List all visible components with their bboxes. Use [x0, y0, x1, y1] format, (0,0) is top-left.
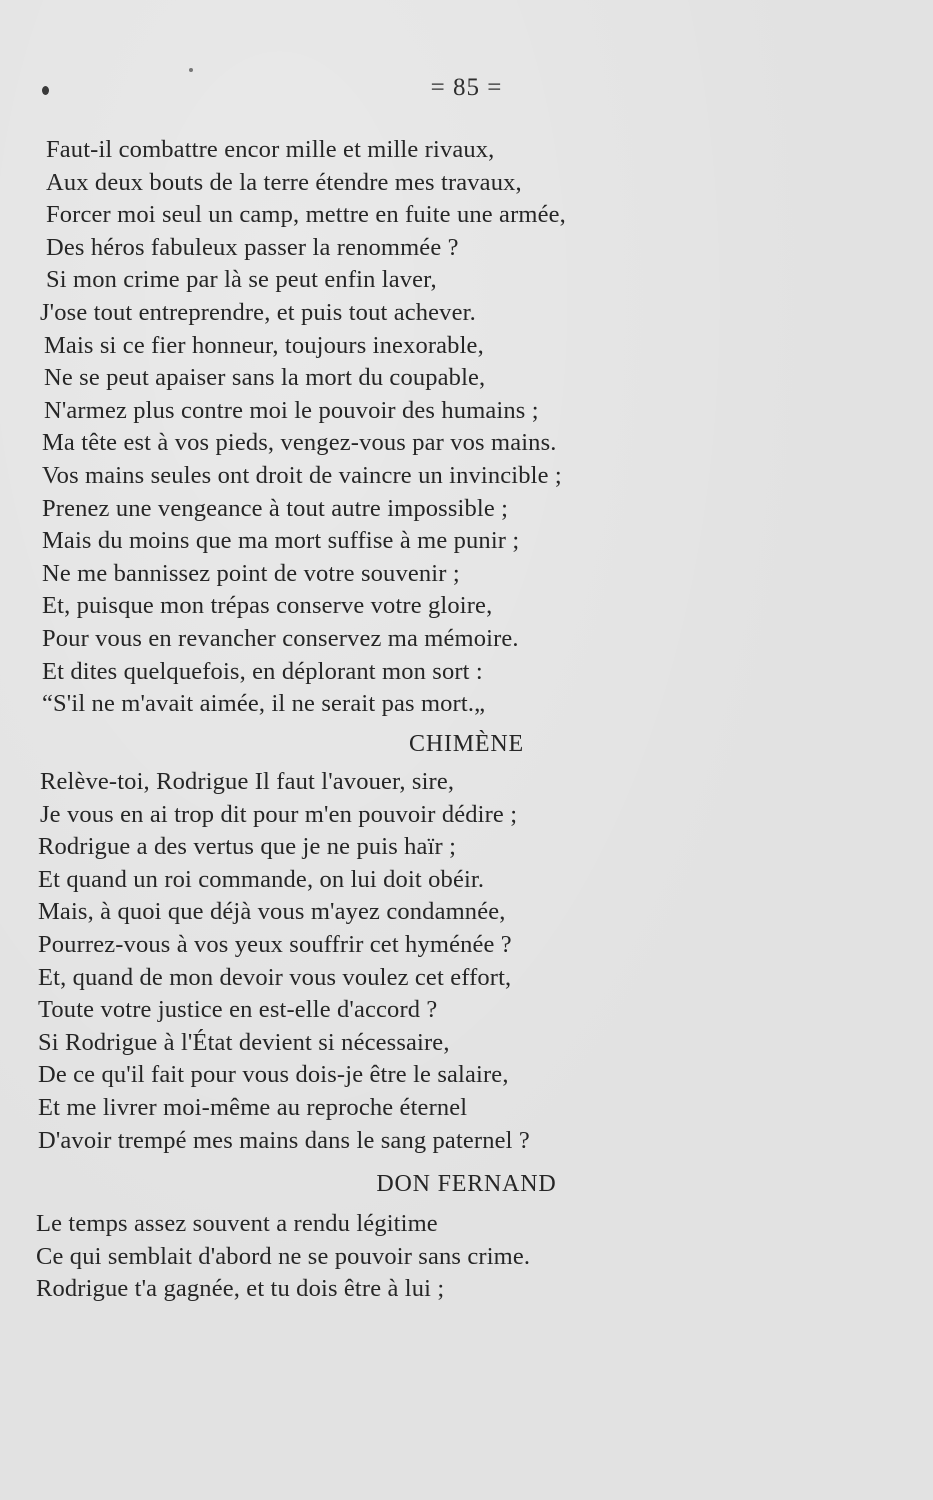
verse-line: D'avoir trempé mes mains dans le sang paternel ?	[38, 1126, 530, 1154]
verse-line: Ce qui semblait d'abord ne se pouvoir sans crime.	[36, 1242, 531, 1270]
verse-line: Forcer moi seul un camp, mettre en fuite une armée,	[46, 201, 566, 229]
verse-line: Aux deux bouts de la terre étendre mes travaux,	[46, 168, 522, 196]
verse-line: Mais du moins que ma mort suffise à me punir ;	[42, 527, 520, 555]
verse-line: Et dites quelquefois, en déplorant mon sort :	[42, 657, 483, 685]
verse-line: Et quand un roi commande, on lui doit obéir.	[38, 865, 485, 893]
verse-line: Des héros fabuleux passer la renommée ?	[46, 233, 459, 261]
verse-line: Pour vous en revancher conservez ma mémoire.	[42, 624, 519, 652]
verse-line: Le temps assez souvent a rendu légitime	[36, 1210, 438, 1237]
stanza-chimene	[0, 766, 933, 1157]
verse-line: Je vous en ai trop dit pour m'en pouvoir dédire ;	[40, 800, 518, 828]
verse-line: N'armez plus contre moi le pouvoir des humains ;	[44, 396, 539, 424]
verse-line: Ma tête est à vos pieds, vengez-vous par vos mains.	[42, 429, 557, 457]
speaker-don-fernand: DON FERNAND	[376, 1171, 557, 1197]
verse-line: Pourrez-vous à vos yeux souffrir cet hyménée ?	[38, 930, 512, 958]
page-number: = 85 =	[430, 74, 503, 101]
verse-line: Mais, à quoi que déjà vous m'ayez condamnée,	[38, 898, 506, 926]
verse-line: Toute votre justice en est-elle d'accord ?	[38, 996, 438, 1024]
verse-line: Et, quand de mon devoir vous voulez cet effort,	[38, 963, 512, 991]
verse-line: “S'il ne m'avait aimée, il ne serait pas mort.„	[42, 690, 486, 718]
verse-line: Si mon crime par là se peut enfin laver,	[46, 266, 437, 294]
verse-line: Et me livrer moi-même au reproche éternel	[38, 1093, 468, 1121]
verse-line: Mais si ce fier honneur, toujours inexorable,	[44, 331, 484, 359]
verse-line: J'ose tout entreprendre, et puis tout achever.	[40, 298, 476, 326]
verse-line: De ce qu'il fait pour vous dois-je être le salaire,	[38, 1061, 509, 1089]
stanza-don-fernand	[0, 1208, 933, 1306]
verse-line: Relève-toi, Rodrigue Il faut l'avouer, sire,	[40, 768, 455, 795]
verse-line: Rodrigue t'a gagnée, et tu dois être à lui ;	[36, 1275, 445, 1303]
verse-line: Rodrigue a des vertus que je ne puis haïr ;	[38, 833, 457, 861]
verse-line: Vos mains seules ont droit de vaincre un invincible ;	[42, 461, 562, 489]
verse-line: Faut-il combattre encor mille et mille rivaux,	[46, 136, 495, 163]
verse-line: Ne se peut apaiser sans la mort du coupable,	[44, 364, 486, 392]
speaker-chimene: CHIMÈNE	[409, 731, 524, 757]
ink-speck-small	[189, 68, 193, 72]
verse-line: Ne me bannissez point de votre souvenir ;	[42, 559, 460, 587]
verse-line: Et, puisque mon trépas conserve votre gloire,	[42, 592, 493, 620]
verse-line: Prenez une vengeance à tout autre impossible ;	[42, 494, 509, 522]
stanza-rodrigue	[0, 134, 933, 721]
verse-line: Si Rodrigue à l'État devient si nécessaire,	[38, 1028, 450, 1056]
